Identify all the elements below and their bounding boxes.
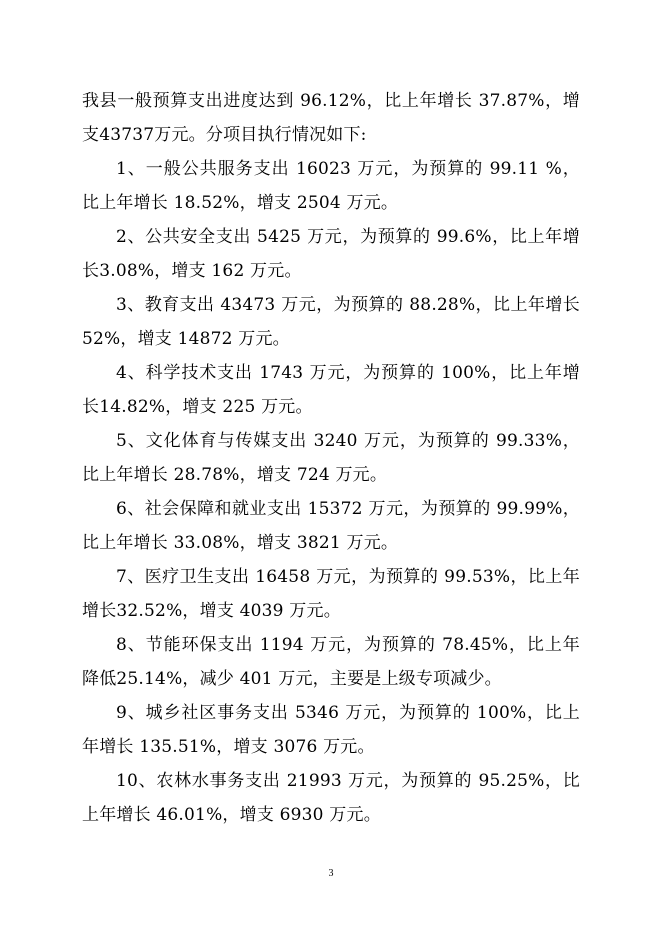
item-agriculture-forestry-water: 10、农林水事务支出 21993 万元，为预算的 95.25%，比上年增长 46.01%，增支 6930 万元。 [82,771,580,825]
item-education: 3、教育支出 43473 万元，为预算的 88.28%，比上年增长 52%，增支 14872 万元。 [82,295,580,349]
page-number: 3 [328,868,334,879]
item-general-public-services: 1、一般公共服务支出 16023 万元，为预算的 99.11 %，比上年增长 18.52%，增支 2504 万元。 [82,159,580,213]
item-public-security: 2、公共安全支出 5425 万元，为预算的 99.6%，比上年增长3.08%，增支 162 万元。 [82,227,580,281]
summary-paragraph: 我县一般预算支出进度达到 96.12%，比上年增长 37.87%，增支43737万元。分项目执行情况如下: [82,91,580,145]
item-energy-environment: 8、节能环保支出 1194 万元，为预算的 78.45%，比上年降低25.14%，减少 401 万元，主要是上级专项减少。 [82,635,580,689]
item-social-security-employment: 6、社会保障和就业支出 15372 万元，为预算的 99.99%，比上年增长 33.08%，增支 3821 万元。 [82,499,580,553]
document-body [82,84,580,832]
item-urban-rural-community: 9、城乡社区事务支出 5346 万元，为预算的 100%，比上年增长 135.51%，增支 3076 万元。 [82,703,580,757]
item-culture-sports-media: 5、文化体育与传媒支出 3240 万元，为预算的 99.33%，比上年增长 28.78%，增支 724 万元。 [82,431,580,485]
item-medical-health: 7、医疗卫生支出 16458 万元，为预算的 99.53%，比上年增长32.52%，增支 4039 万元。 [82,567,580,621]
item-science-technology: 4、科学技术支出 1743 万元，为预算的 100%，比上年增长14.82%，增支 225 万元。 [82,363,580,417]
